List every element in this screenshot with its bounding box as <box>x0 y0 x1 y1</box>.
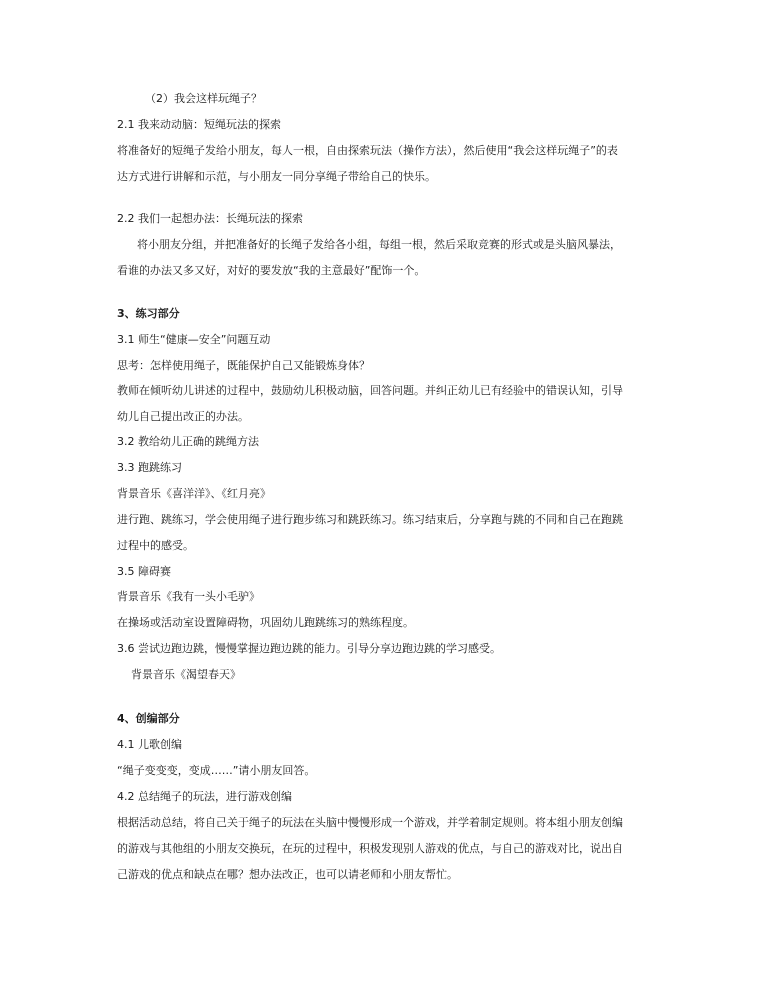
paragraph-line: 进行跑、跳练习，学会使用绳子进行跑步练习和跳跃练习。练习结束后，分享跑与跳的不同和自己在跑跳 <box>117 513 623 526</box>
item-heading: 3.5 障碍赛 <box>117 565 171 578</box>
paragraph-line: 将准备好的短绳子发给小朋友，每人一根，自由探索玩法（操作方法），然后使用“我会这样玩绳子”的表 <box>117 144 618 157</box>
item-heading: 3.6 尝试边跑边跳，慢慢掌握边跑边跳的能力。引导分享边跑边跳的学习感受。 <box>117 642 501 655</box>
paragraph-line: 背景音乐《我有一头小毛驴》 <box>117 590 260 603</box>
paragraph-line: 背景音乐《喜洋洋》、《红月亮》 <box>117 487 271 500</box>
paragraph-line: 己游戏的优点和缺点在哪？想办法改正，也可以请老师和小朋友帮忙。 <box>117 868 458 881</box>
item-heading: 3.3 跑跳练习 <box>117 461 182 474</box>
paragraph-line: 幼儿自己提出改正的办法。 <box>117 410 249 423</box>
item-heading: 2.2 我们一起想办法：长绳玩法的探索 <box>117 212 303 225</box>
paragraph-line: 过程中的感受。 <box>117 539 194 552</box>
item-heading: 3.2 教给幼儿正确的跳绳方法 <box>117 435 259 448</box>
paragraph-line: “绳子变变变，变成……”请小朋友回答。 <box>117 764 316 777</box>
paragraph-line: 背景音乐《渴望春天》 <box>131 668 241 681</box>
paragraph-line: 教师在倾听幼儿讲述的过程中，鼓励幼儿积极动脑，回答问题。并纠正幼儿已有经验中的错误认知，引导 <box>117 384 623 397</box>
paragraph-line: 将小朋友分组，并把准备好的长绳子发给各小组，每组一根，然后采取竞赛的形式或是头脑风暴法， <box>137 238 621 251</box>
item-heading: 3.1 师生“健康—安全”问题互动 <box>117 333 271 346</box>
paragraph-line: 在操场或活动室设置障碍物，巩固幼儿跑跳练习的熟练程度。 <box>117 616 414 629</box>
section-heading: 4、创编部分 <box>117 712 180 725</box>
section-heading: 3、练习部分 <box>117 307 180 320</box>
paragraph-line: 根据活动总结，将自己关于绳子的玩法在头脑中慢慢形成一个游戏，并学着制定规则。将本组小朋友创编 <box>117 816 623 829</box>
paragraph-line: 达方式进行讲解和示范，与小朋友一同分享绳子带给自己的快乐。 <box>117 170 436 183</box>
paragraph-line: 的游戏与其他组的小朋友交换玩，在玩的过程中，积极发现别人游戏的优点，与自己的游戏对比，说出自 <box>117 842 623 855</box>
paragraph-line: 看谁的办法又多又好，对好的要发放“我的主意最好”配饰一个。 <box>117 264 426 277</box>
item-heading: 2.1 我来动动脑：短绳玩法的探索 <box>117 118 281 131</box>
paragraph-line: 思考：怎样使用绳子，既能保护自己又能锻炼身体？ <box>117 359 370 372</box>
item-heading: 4.2 总结绳子的玩法，进行游戏创编 <box>117 790 292 803</box>
item-heading: 4.1 儿歌创编 <box>117 738 182 751</box>
subsection-heading: （2）我会这样玩绳子？ <box>145 92 262 105</box>
